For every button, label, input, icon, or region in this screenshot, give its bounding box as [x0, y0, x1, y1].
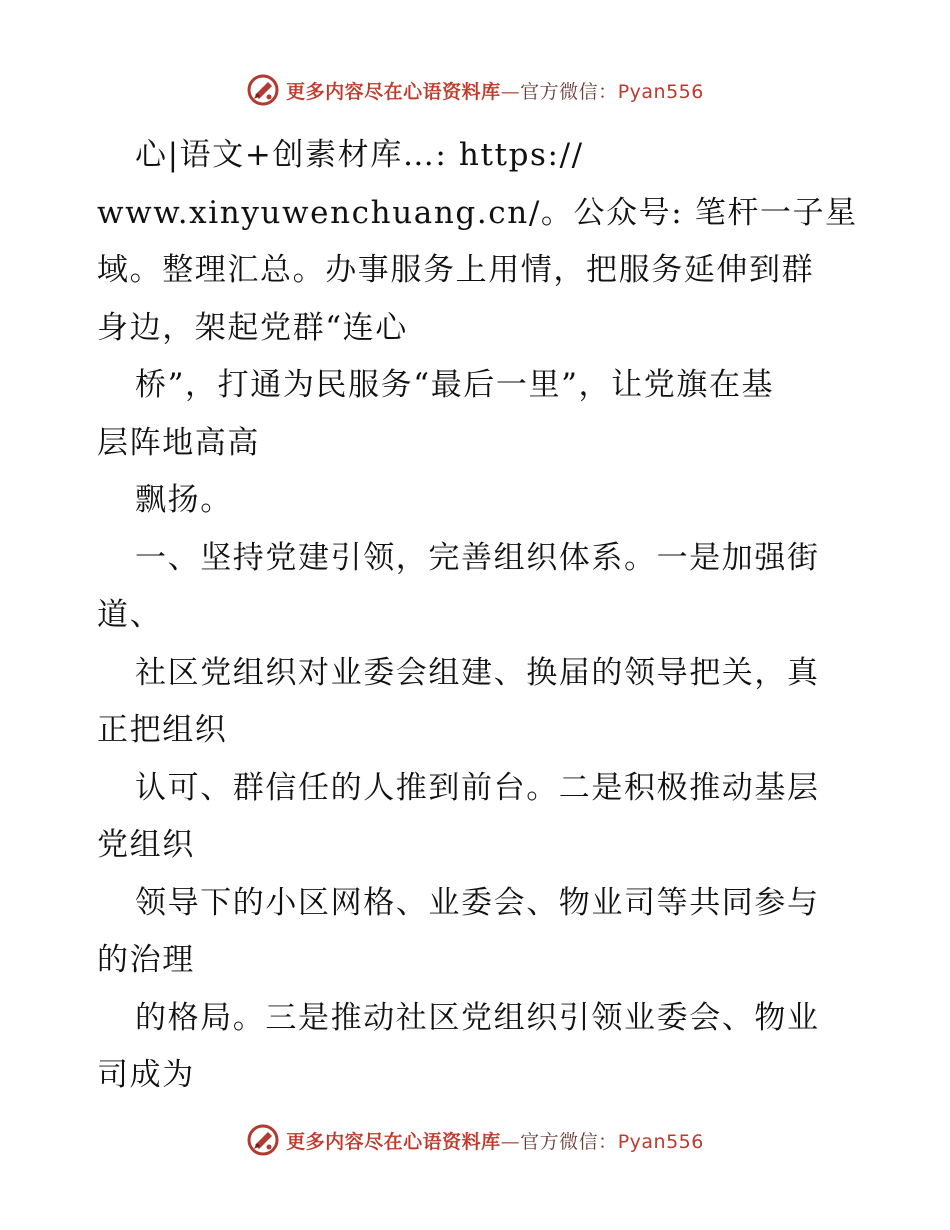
text-line: 道、	[97, 597, 163, 633]
footer-banner	[0, 1120, 950, 1160]
text-line: 认可、群信任的人推到前台。二是积极推动基层	[135, 769, 820, 806]
banner-wechat-label: 官方微信：	[520, 80, 618, 103]
banner-dash: —	[500, 1130, 521, 1153]
document-body	[97, 127, 857, 1105]
text-line: 司成为	[97, 1057, 195, 1093]
text-line: 层阵地高高	[97, 424, 260, 461]
text-line: 心|语文+创素材库…: https://	[135, 137, 584, 173]
text-line: 一、坚持党建引领，完善组织体系。一是加强街	[135, 539, 820, 576]
text-line: 的治理	[97, 942, 195, 978]
header-banner	[0, 70, 950, 110]
banner-dash: —	[500, 80, 521, 103]
banner-wechat-label: 官方微信：	[520, 1130, 618, 1153]
text-line: www.xinyuwenchuang.cn/。公众号: 笔杆一子星	[97, 194, 858, 231]
banner-wechat-id: Pyan556	[617, 1130, 704, 1153]
logo-icon	[246, 73, 280, 107]
text-line: 身边，架起党群“连心	[97, 309, 408, 346]
banner-title: 更多内容尽在心语资料库	[286, 1130, 501, 1153]
text-line: 社区党组织对业委会组建、换届的领导把关，真	[135, 654, 820, 691]
text-line: 正把组织	[97, 712, 228, 748]
text-line: 飘扬。	[135, 482, 233, 518]
text-line: 域。整理汇总。办事服务上用情，把服务延伸到群	[97, 252, 815, 288]
banner-title: 更多内容尽在心语资料库	[286, 80, 501, 103]
logo-icon	[246, 1123, 280, 1157]
text-line: 桥”，打通为民服务“最后一里”，让党旗在基	[135, 367, 775, 403]
banner-wechat-id: Pyan556	[617, 80, 704, 103]
text-line: 领导下的小区网格、业委会、物业司等共同参与	[135, 884, 820, 921]
text-line: 党组织	[97, 827, 195, 863]
text-line: 的格局。三是推动社区党组织引领业委会、物业	[135, 999, 820, 1036]
